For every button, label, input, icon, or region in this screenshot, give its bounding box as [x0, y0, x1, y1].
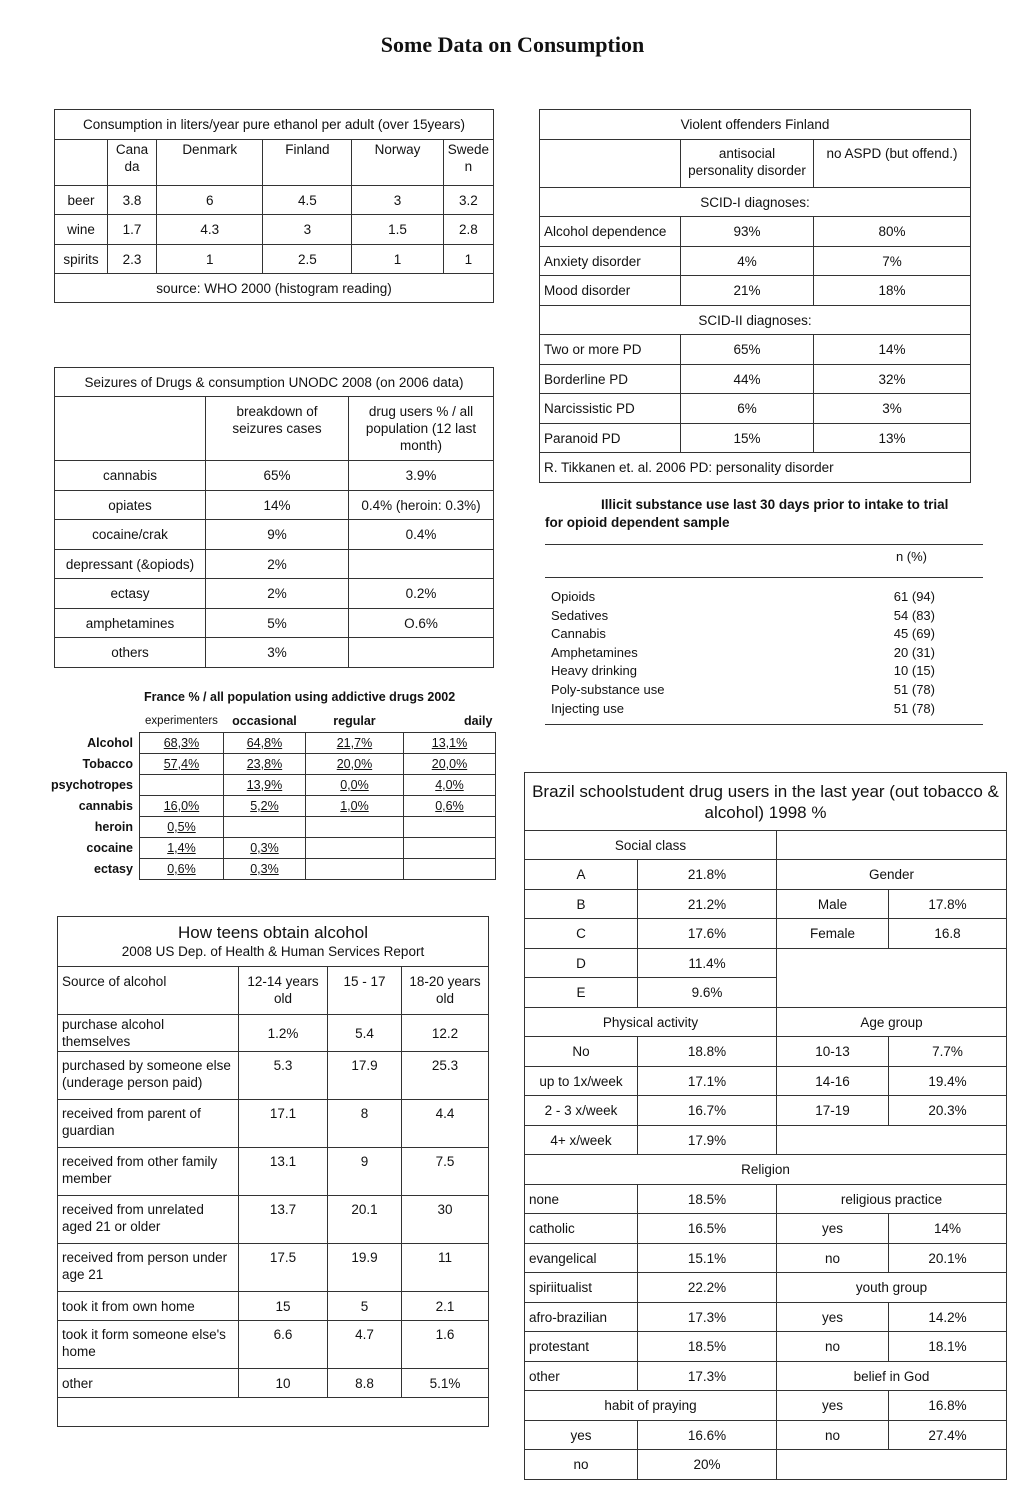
section-header: Gender — [777, 860, 1007, 890]
table-row: Mood disorder 21% 18% — [540, 276, 971, 306]
scid2-header: SCID-II diagnoses: — [540, 306, 971, 335]
table-row: Tobacco 57,4% 23,8% 20,0% 20,0% — [48, 754, 496, 775]
section-header: Religion — [525, 1155, 1007, 1185]
ethanol-title: Consumption in liters/year pure ethanol per adult (over 15years) — [55, 110, 494, 140]
table-row: received from parent of guardian 17.1 8 4.4 — [58, 1100, 489, 1148]
teens-title: How teens obtain alcohol — [178, 922, 368, 942]
illicit-substance-table — [545, 496, 983, 725]
table-row: took it form someone else's home 6.6 4.7 1.6 — [58, 1321, 489, 1369]
violent-title: Violent offenders Finland — [540, 110, 971, 140]
list-item: Poly-substance use 51 (78) — [551, 681, 935, 697]
ethanol-table — [54, 109, 494, 303]
illicit-title-line2: for opioid dependent sample — [545, 515, 730, 530]
table-row: other 10 8.8 5.1% — [58, 1369, 489, 1398]
list-item: Heavy drinking 10 (15) — [551, 663, 935, 679]
france-table — [48, 710, 496, 880]
ethanol-source: source: WHO 2000 (histogram reading) — [55, 274, 494, 303]
table-row: received from other family member 13.1 9 7.5 — [58, 1148, 489, 1196]
section-header: youth group — [777, 1273, 1007, 1303]
table-row: spirits 2.3 1 2.5 1 1 — [55, 245, 494, 274]
col-header: drug users % / all population (12 last month) — [349, 397, 494, 461]
section-header: Social class — [525, 831, 777, 860]
col-header: Finland — [263, 140, 352, 186]
table-row: ectasy 2% 0.2% — [55, 579, 494, 609]
table-row: opiates 14% 0.4% (heroin: 0.3%) — [55, 491, 494, 520]
table-row: cocaine/crak 9% 0.4% — [55, 520, 494, 550]
col-header: Source of alcohol — [58, 967, 239, 1015]
seizures-table — [54, 367, 494, 668]
col-header: experimenters — [145, 715, 218, 727]
section-header: religious practice — [777, 1185, 1007, 1214]
table-row: wine 1.7 4.3 3 1.5 2.8 — [55, 215, 494, 245]
col-header: 18-20 years old — [402, 967, 489, 1015]
section-header: habit of praying — [525, 1391, 777, 1421]
table-row: psychotropes 13,9% 0,0% 4,0% — [48, 775, 496, 796]
col-header: Denmark — [157, 140, 263, 186]
page-title: Some Data on Consumption — [380, 32, 645, 57]
table-row: Narcissistic PD 6% 3% — [540, 394, 971, 424]
table-row: cocaine 1,4% 0,3% — [48, 838, 496, 859]
teens-table — [57, 916, 489, 1427]
table-row: ectasy 0,6% 0,3% — [48, 859, 496, 880]
table-row: depressant (&opiods) 2% — [55, 550, 494, 579]
table-row: received from unrelated aged 21 or older 13.7 20.1 30 — [58, 1196, 489, 1244]
table-row: cannabis 16,0% 5,2% 1,0% 0,6% — [48, 796, 496, 817]
violent-source: R. Tikkanen et. al. 2006 PD: personality disorder — [540, 453, 971, 483]
col-header: no ASPD (but offend.) — [814, 140, 971, 188]
col-header: Cana da — [108, 140, 157, 186]
list-item: Cannabis 45 (69) — [551, 626, 935, 642]
list-item: Opioids 61 (94) — [551, 589, 935, 604]
table-row: cannabis 65% 3.9% — [55, 461, 494, 491]
france-title: France % / all population using addictive drugs 2002 — [144, 690, 456, 704]
table-row: beer 3.8 6 4.5 3 3.2 — [55, 186, 494, 215]
table-row: purchase alcohol themselves 1.2% 5.4 12.2 — [58, 1015, 489, 1052]
col-header: n (%) — [895, 549, 927, 564]
brazil-table: Brazil schoolstudent drug users in the last year (out tobacco & alcohol) 1998 % Social class A 21.8% Gender B 21.2% Male 17.8% C 17.6% Female 16.8 D 11.4% E 9.6% Physical activity Age group No 18.8% 10-13 7.7% up to 1x/week 17.1% 14-16 19.4% 2 - 3 x/week 16.7% 17-19 20.3% 4+ x/week 17.9% Religion none 18.5% religious practice catholic 16.5% yes 14% evangelical 15.1% no 20.1% spiriitualist 22.2% youth group afro-brazilian 17.3% yes 14.2% protestant 18.5% no 18.1% other 17.3% belief in God habit of praying yes 16.8% yes 16.6% no 27.4% no 20% — [524, 772, 1007, 1480]
table-row: Two or more PD 65% 14% — [540, 335, 971, 365]
col-header: antisocial personality disorder — [681, 140, 814, 188]
section-header: belief in God — [777, 1362, 1007, 1391]
list-item: Sedatives 54 (83) — [551, 607, 935, 623]
col-header: Norway — [352, 140, 443, 186]
col-header: daily — [464, 714, 493, 728]
col-header: breakdown of seizures cases — [206, 397, 349, 461]
col-header: 15 - 17 — [328, 967, 402, 1015]
table-row: Alcohol 68,3% 64,8% 21,7% 13,1% — [48, 733, 496, 754]
scid1-header: SCID-I diagnoses: — [540, 188, 971, 217]
teens-subtitle: 2008 US Dep. of Health & Human Services Report — [121, 943, 425, 959]
table-row: heroin 0,5% — [48, 817, 496, 838]
brazil-title: Brazil schoolstudent drug users in the last year (out tobacco & alcohol) 1998 % — [525, 773, 1007, 831]
seizures-title: Seizures of Drugs & consumption UNODC 2008 (on 2006 data) — [55, 368, 494, 397]
table-row: amphetamines 5% O.6% — [55, 609, 494, 638]
illicit-title-line1: Illicit substance use last 30 days prior to intake to trial — [601, 497, 949, 512]
section-header: Age group — [777, 1008, 1007, 1037]
table-row: Borderline PD 44% 32% — [540, 365, 971, 394]
section-header: Physical activity — [525, 1008, 777, 1037]
list-item: Injecting use 51 (78) — [551, 700, 935, 716]
col-header: Swede n — [443, 140, 493, 186]
table-row: others 3% — [55, 638, 494, 668]
table-row: Anxiety disorder 4% 7% — [540, 247, 971, 276]
violent-offenders-table — [539, 109, 971, 483]
list-item: Amphetamines 20 (31) — [551, 644, 935, 660]
col-header: occasional — [232, 714, 297, 728]
table-row: took it from own home 15 5 2.1 — [58, 1292, 489, 1321]
table-row: purchased by someone else (underage person paid) 5.3 17.9 25.3 — [58, 1052, 489, 1100]
table-row: Alcohol dependence 93% 80% — [540, 217, 971, 247]
col-header: regular — [333, 714, 376, 728]
table-row: received from person under age 21 17.5 19.9 11 — [58, 1244, 489, 1292]
table-row: Paranoid PD 15% 13% — [540, 424, 971, 453]
col-header: 12-14 years old — [239, 967, 328, 1015]
